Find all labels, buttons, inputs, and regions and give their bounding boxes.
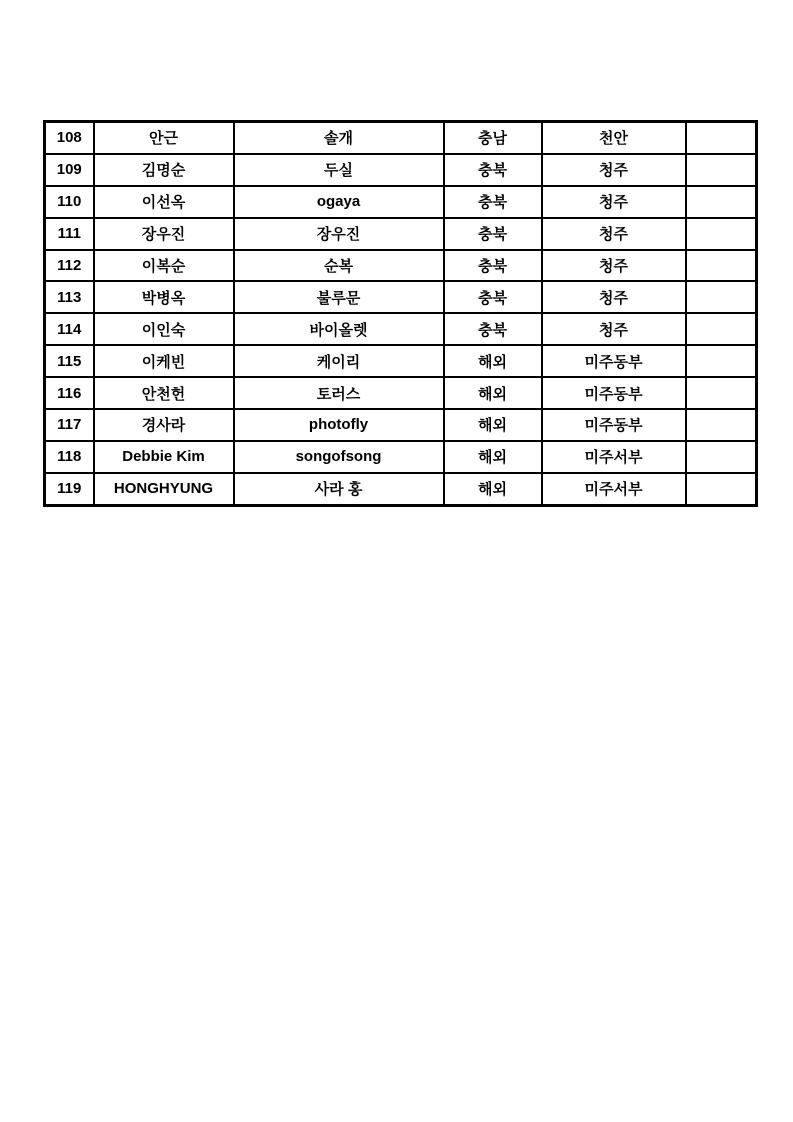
table-row — [45, 345, 757, 377]
cell-city: 미주동부 — [542, 377, 686, 409]
table-row — [45, 409, 757, 441]
cell-no: 113 — [45, 281, 94, 313]
cell-no: 112 — [45, 250, 94, 282]
cell-city: 미주동부 — [542, 345, 686, 377]
cell-no: 117 — [45, 409, 94, 441]
cell-region: 충북 — [444, 250, 542, 282]
cell-no: 108 — [45, 122, 94, 154]
cell-no: 109 — [45, 154, 94, 186]
cell-note — [686, 441, 757, 473]
cell-nickname: photofly — [234, 409, 444, 441]
table-row — [45, 281, 757, 313]
cell-region: 해외 — [444, 377, 542, 409]
cell-city: 청주 — [542, 281, 686, 313]
cell-name: 박병옥 — [94, 281, 234, 313]
cell-no: 115 — [45, 345, 94, 377]
cell-nickname: 솔개 — [234, 122, 444, 154]
cell-city: 청주 — [542, 313, 686, 345]
cell-region: 해외 — [444, 473, 542, 505]
table-row — [45, 313, 757, 345]
cell-region: 충북 — [444, 154, 542, 186]
cell-name: 안천헌 — [94, 377, 234, 409]
cell-name: 장우진 — [94, 218, 234, 250]
cell-note — [686, 186, 757, 218]
table-row — [45, 377, 757, 409]
cell-nickname: 케이리 — [234, 345, 444, 377]
table-row — [45, 154, 757, 186]
cell-note — [686, 218, 757, 250]
table-row — [45, 441, 757, 473]
cell-region: 해외 — [444, 345, 542, 377]
cell-city: 청주 — [542, 250, 686, 282]
cell-region: 해외 — [444, 409, 542, 441]
cell-note — [686, 377, 757, 409]
roster-body — [45, 122, 757, 506]
cell-name: 이인숙 — [94, 313, 234, 345]
cell-note — [686, 409, 757, 441]
member-roster-table — [43, 120, 758, 507]
cell-region: 충남 — [444, 122, 542, 154]
cell-nickname: 두실 — [234, 154, 444, 186]
cell-no: 111 — [45, 218, 94, 250]
cell-nickname: 바이올렛 — [234, 313, 444, 345]
cell-nickname: 순복 — [234, 250, 444, 282]
table-row — [45, 122, 757, 154]
table-row — [45, 218, 757, 250]
table-row — [45, 473, 757, 505]
cell-name: 이복순 — [94, 250, 234, 282]
cell-nickname: ogaya — [234, 186, 444, 218]
cell-note — [686, 473, 757, 505]
cell-no: 110 — [45, 186, 94, 218]
cell-city: 미주동부 — [542, 409, 686, 441]
cell-region: 충북 — [444, 313, 542, 345]
cell-city: 미주서부 — [542, 441, 686, 473]
cell-note — [686, 250, 757, 282]
cell-nickname: 사라 홍 — [234, 473, 444, 505]
cell-region: 충북 — [444, 281, 542, 313]
cell-name: Debbie Kim — [94, 441, 234, 473]
cell-city: 청주 — [542, 218, 686, 250]
cell-nickname: 불루문 — [234, 281, 444, 313]
cell-note — [686, 154, 757, 186]
cell-no: 116 — [45, 377, 94, 409]
cell-no: 118 — [45, 441, 94, 473]
cell-name: HONGHYUNG — [94, 473, 234, 505]
cell-nickname: songofsong — [234, 441, 444, 473]
cell-nickname: 장우진 — [234, 218, 444, 250]
cell-note — [686, 281, 757, 313]
cell-name: 안근 — [94, 122, 234, 154]
cell-name: 이선옥 — [94, 186, 234, 218]
cell-note — [686, 313, 757, 345]
cell-name: 경사라 — [94, 409, 234, 441]
cell-no: 114 — [45, 313, 94, 345]
cell-region: 충북 — [444, 218, 542, 250]
cell-city: 미주서부 — [542, 473, 686, 505]
cell-name: 이케빈 — [94, 345, 234, 377]
table-row — [45, 186, 757, 218]
cell-city: 청주 — [542, 186, 686, 218]
cell-region: 해외 — [444, 441, 542, 473]
cell-note — [686, 122, 757, 154]
cell-name: 김명순 — [94, 154, 234, 186]
cell-no: 119 — [45, 473, 94, 505]
cell-nickname: 토러스 — [234, 377, 444, 409]
cell-city: 청주 — [542, 154, 686, 186]
cell-note — [686, 345, 757, 377]
cell-region: 충북 — [444, 186, 542, 218]
table-row — [45, 250, 757, 282]
cell-city: 천안 — [542, 122, 686, 154]
